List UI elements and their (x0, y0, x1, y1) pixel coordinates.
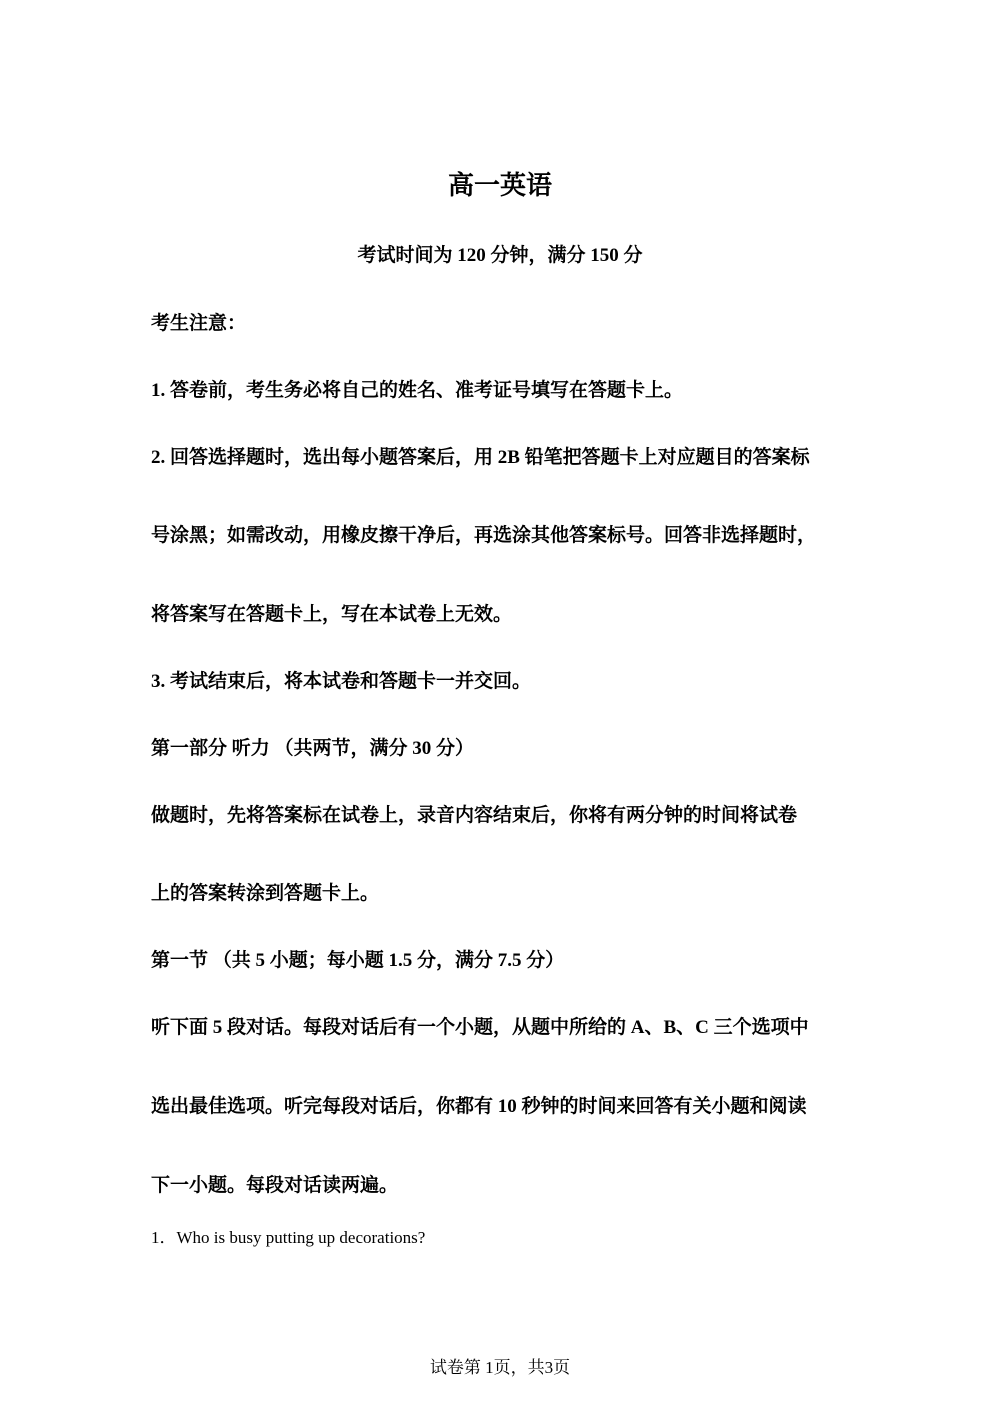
section1-intro-line: 选出最佳选项。听完每段对话后，你都有 10 秒钟的时间来回答有关小题和阅读 (151, 1096, 807, 1117)
instruction-line: 1. 答卷前，考生务必将自己的姓名、准考证号填写在答题卡上。 (151, 380, 684, 401)
section1-intro-line: 下一小题。每段对话读两遍。 (151, 1175, 399, 1196)
page-footer: 试卷第 1页，共3页 (429, 1358, 571, 1377)
notice-heading: 考生注意： (151, 313, 247, 334)
section1-heading: 第一节 （共 5 小题；每小题 1.5 分，满分 7.5 分） (151, 950, 565, 971)
instruction-line: 2. 回答选择题时，选出每小题答案后，用 2B 铅笔把答题卡上对应题目的答案标 (151, 447, 810, 468)
instruction-line: 将答案写在答题卡上，写在本试卷上无效。 (151, 604, 513, 625)
section1-intro-line: 听下面 5 段对话。每段对话后有一个小题，从题中所给的 A、B、C 三个选项中 (151, 1017, 809, 1038)
instruction-line: 号涂黑；如需改动，用橡皮擦干净后，再选涂其他答案标号。回答非选择题时， (151, 525, 817, 546)
instruction-line: 3. 考试结束后，将本试卷和答题卡一并交回。 (151, 671, 532, 692)
page-title: 高一英语 (447, 171, 552, 201)
part1-intro-line: 做题时，先将答案标在试卷上，录音内容结束后，你将有两分钟的时间将试卷 (151, 805, 798, 826)
question-1: 1．Who is busy putting up decorations? (151, 1228, 426, 1247)
part1-heading: 第一部分 听力 （共两节，满分 30 分） (151, 738, 475, 759)
exam-duration-subtitle: 考试时间为 120 分钟，满分 150 分 (357, 245, 643, 266)
part1-intro-line: 上的答案转涂到答题卡上。 (151, 883, 380, 904)
